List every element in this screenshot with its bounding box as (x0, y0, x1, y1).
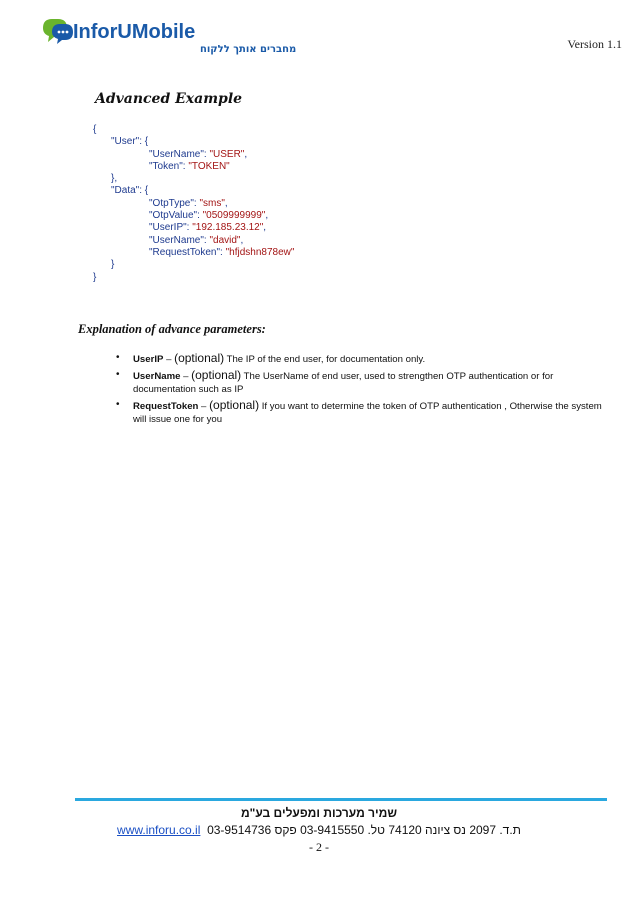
code-line (93, 173, 294, 185)
code-value: "0509999999" (202, 210, 266, 222)
code-punct: : (203, 234, 210, 246)
parameter-dash: – (180, 371, 192, 383)
code-line (93, 259, 294, 271)
code-key: "UserName" (149, 234, 204, 246)
parameter-name: UserIP (133, 354, 164, 365)
parameter-dash: – (198, 401, 210, 413)
inforu-logo (40, 12, 297, 56)
logo-tagline: מחברים אותך ללקוח (200, 44, 297, 55)
code-value: "david" (209, 234, 241, 246)
parameter-name: RequestToken (133, 401, 199, 413)
code-key: "OtpType" (149, 197, 194, 209)
code-punct: , (244, 148, 248, 160)
code-line (93, 161, 294, 173)
code-line (93, 235, 294, 247)
footer-contact (0, 823, 638, 837)
code-punct: : (197, 210, 203, 222)
page-number: - 2 - (309, 840, 329, 854)
code-punct: } (93, 271, 97, 283)
code-line (93, 136, 294, 148)
code-value: "USER" (209, 148, 245, 160)
section-title: Advanced Example (95, 91, 243, 107)
code-key: "UserIP" (149, 222, 187, 234)
code-value: "192.185.23.12" (192, 222, 264, 234)
json-code-example (93, 124, 294, 284)
parameter-item (116, 369, 606, 396)
code-line (93, 185, 294, 197)
parameter-item (116, 352, 606, 366)
code-key: "User" (111, 136, 140, 148)
code-line (93, 124, 294, 136)
parameter-optional: (optional) (191, 368, 242, 383)
code-key: "OtpValue" (149, 210, 198, 222)
code-line (93, 272, 294, 284)
logo-wordmark: InforUMobile (73, 21, 196, 43)
code-key: "UserName" (149, 148, 204, 160)
speech-bubbles-icon (43, 19, 73, 44)
footer-divider (75, 798, 607, 801)
code-key: "Data" (111, 185, 140, 197)
code-punct: { (93, 124, 97, 135)
code-punct: , (265, 210, 269, 222)
code-punct: : { (139, 136, 149, 148)
code-line (93, 222, 294, 234)
code-punct: : { (139, 185, 149, 197)
code-punct: , (224, 197, 228, 209)
parameter-optional: (optional) (174, 351, 225, 365)
website-link[interactable]: www.inforu.co.il (117, 823, 201, 837)
code-value: "sms" (199, 197, 225, 209)
footer-company-name: שמיר מערכות ומפעלים בע"מ (240, 806, 398, 820)
code-punct: : (182, 160, 189, 172)
parameter-list (116, 352, 606, 429)
code-punct: : (186, 222, 193, 234)
code-punct: } (111, 259, 115, 271)
parameter-description: The IP of the end user, for documentation only. (224, 354, 426, 365)
parameter-dash: – (163, 354, 175, 365)
code-line (93, 210, 294, 222)
bullet-icon: • (116, 352, 120, 363)
code-value: "TOKEN" (188, 160, 230, 172)
parameter-optional: (optional) (209, 398, 260, 413)
code-punct: , (263, 222, 267, 234)
code-key: "Token" (149, 160, 183, 172)
explanation-heading: Explanation of advance parameters: (78, 322, 266, 336)
code-punct: : (203, 148, 210, 160)
parameter-description: If you want to determine the token of OTP authentication , Otherwise the system will issue one for you (133, 401, 602, 425)
version-label: Version 1.1 (567, 37, 622, 51)
code-key: "RequestToken" (149, 246, 221, 258)
code-line (93, 149, 294, 161)
parameter-description: The UserName of end user, used to strengthen OTP authentication or for documentation such as IP (133, 371, 554, 395)
code-line (93, 247, 294, 259)
parameter-name: UserName (133, 371, 181, 383)
code-punct: : (220, 246, 226, 258)
parameter-item (116, 399, 606, 426)
code-punct: , (240, 234, 244, 246)
bullet-icon: • (116, 399, 120, 411)
code-value: "hfjdshn878ew" (225, 246, 295, 258)
code-punct: }, (111, 173, 118, 185)
footer-address-phone: ת.ד. 2097 נס ציונה 74120 טל. 03-9415550 פקס 03-9514736 (207, 823, 521, 837)
code-line (93, 198, 294, 210)
bullet-icon: • (116, 369, 120, 381)
code-punct: : (193, 197, 200, 209)
